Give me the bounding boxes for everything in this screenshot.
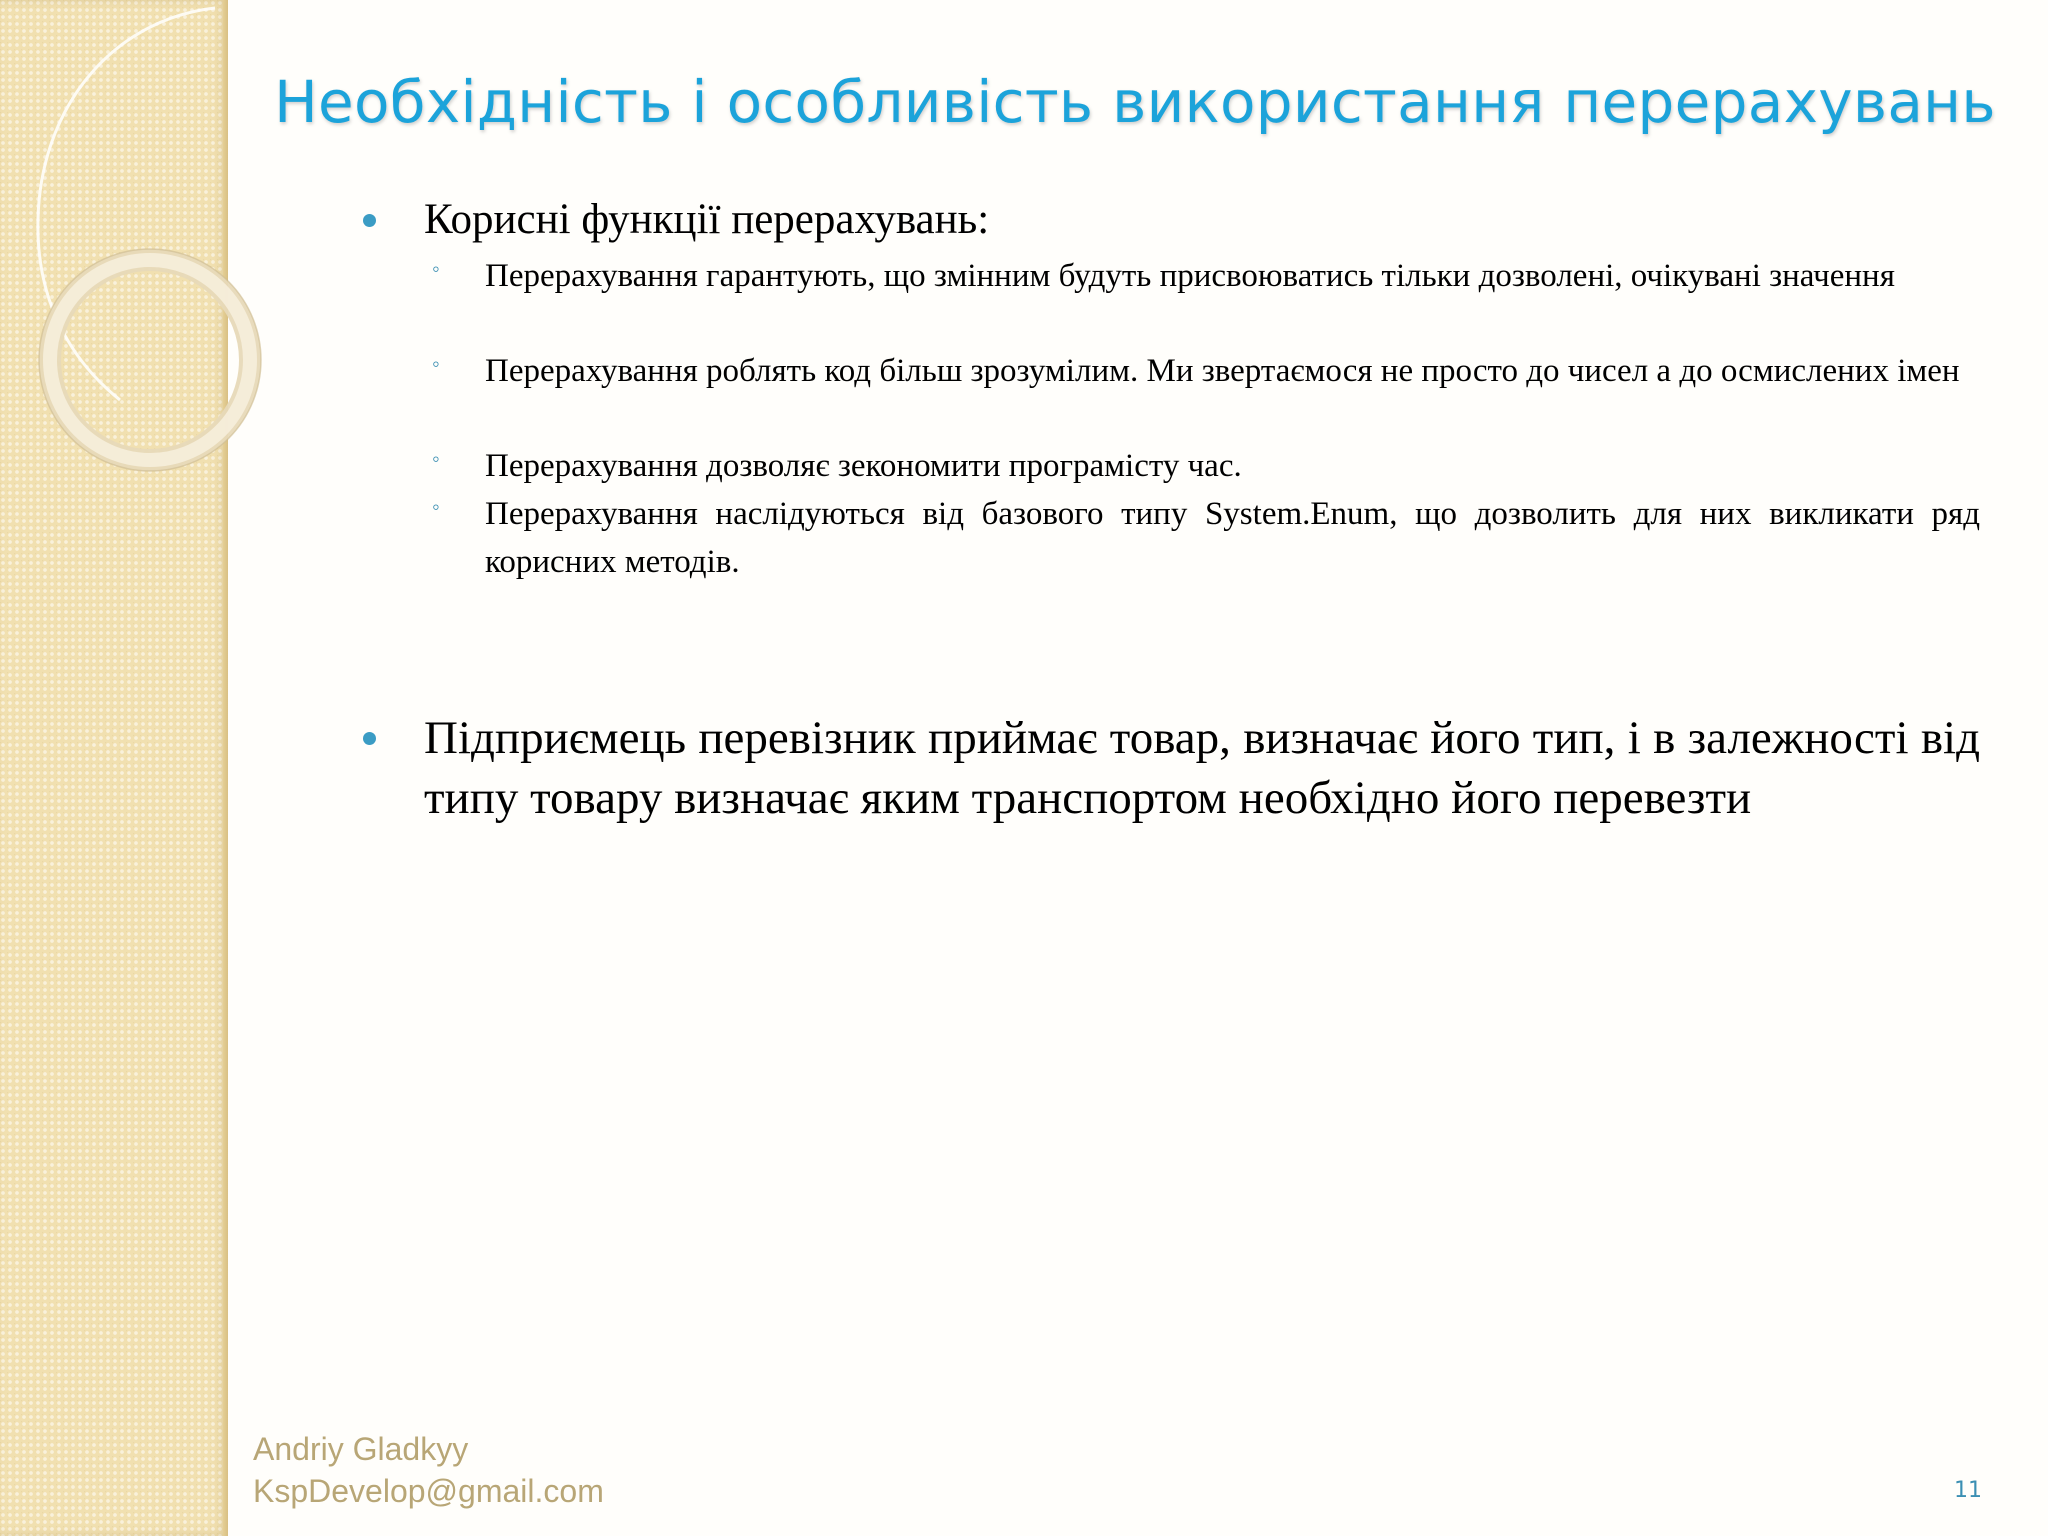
sub-item-1: Перерахування гарантують, що змінним будуть присвоюватись тільки дозволені, очікувані значення <box>485 258 1895 294</box>
sub-bullet-marker: ◦ <box>432 256 440 281</box>
bullet-1-text: Корисні функції перерахувань: <box>424 196 990 243</box>
sub-bullet-marker: ◦ <box>432 494 440 519</box>
sub-bullet-marker: ◦ <box>432 351 440 376</box>
sub-bullet-marker: ◦ <box>432 446 440 471</box>
decorative-side-band <box>0 0 228 1536</box>
footer-email: KspDevelop@gmail.com <box>253 1473 604 1509</box>
bullet-dot <box>363 732 376 745</box>
footer <box>253 1428 604 1512</box>
footer-author: Andriy Gladkyy <box>253 1431 469 1467</box>
sub-item-4: Перерахування наслідуються від базового типу System.Enum, що дозволить для них викликати ряд корисних методів. <box>485 496 1980 580</box>
sub-item-2: Перерахування роблять код більш зрозумілим. Ми звертаємося не просто до чисел а до осмислених імен <box>485 353 1960 389</box>
bullet-dot <box>363 214 376 227</box>
page-number: 11 <box>1954 1478 1982 1503</box>
bullet-2-text: Підприємець перевізник приймає товар, визначає його тип, і в залежності від типу товару визначає яким транспортом необхідно його перевезти <box>424 712 1980 824</box>
sub-item-3: Перерахування дозволяє зекономити програмісту час. <box>485 448 1242 484</box>
slide-title: Необхідність і особливість використання перерахувань <box>274 68 1996 136</box>
